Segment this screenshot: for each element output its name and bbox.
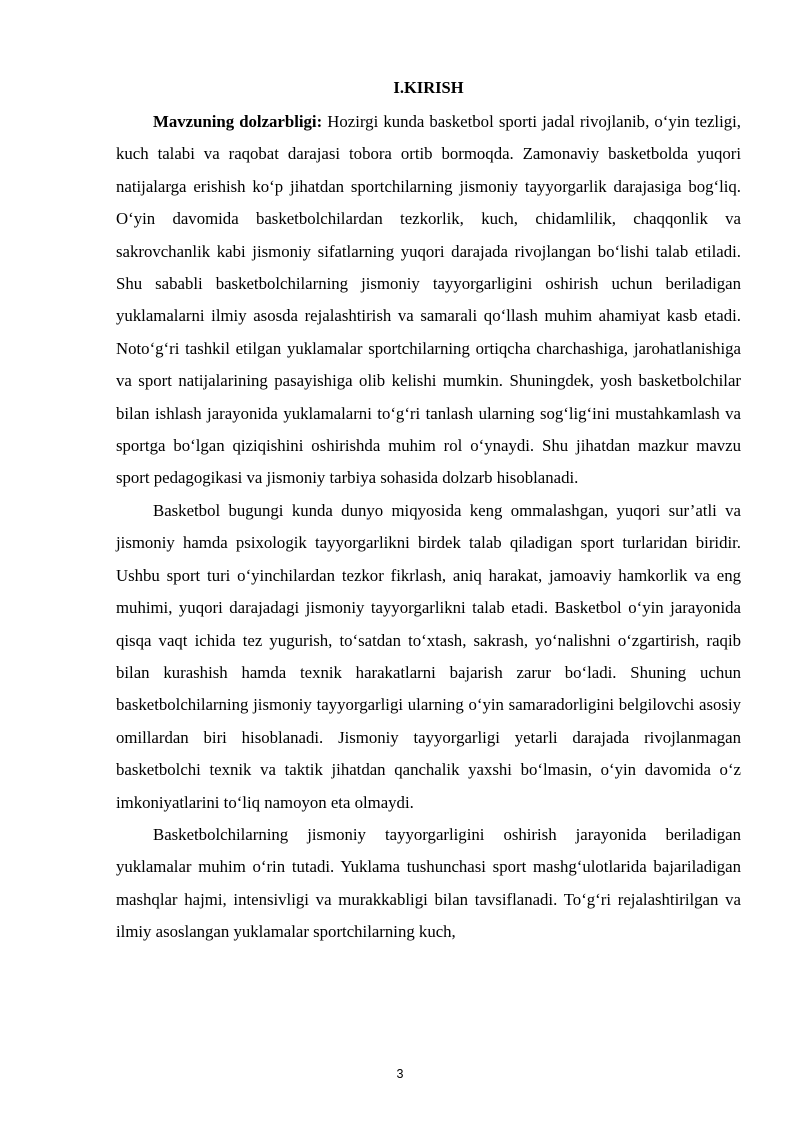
paragraph-text: Hozirgi kunda basketbol sporti jadal rivojlanib, o‘yin tezligi, kuch talabi va raqobat darajasi tobora ortib bormoqda. Zamonaviy basketbolda yuqori natijalarga erishish ko‘p jihatdan sportchilarning jismoniy tayyorgarlik darajasiga bog‘liq. O‘yin davomida basketbolchilardan tezkorlik, kuch, chidamlilik, chaqqonlik va sakrovchanlik kabi jismoniy sifatlarning yuqori darajada rivojlangan bo‘lishi talab etiladi. Shu sababli basketbolchilarning jismoniy tayyorgarligini oshirish uchun beriladigan yuklamalarni ilmiy asosda rejalashtirish va samarali qo‘llash muhim ahamiyat kasb etadi. Noto‘g‘ri tashkil etilgan yuklamalar sportchilarning ortiqcha charchashiga, jarohatlanishiga va sport natijalarining pasayishiga olib kelishi mumkin. Shuningdek, yosh basketbolchilar bilan ishlash jarayonida yuklamalarni to‘g‘ri tanlash ularning sog‘lig‘ini mustahkamlash va sportga bo‘lgan qiziqishini oshirishda muhim rol o‘ynaydi. Shu jihatdan mazkur mavzu sport pedagogikasi va jismoniy tarbiya sohasida dolzarb hisoblanadi. (116, 112, 741, 488)
page-number: 3 (396, 1067, 404, 1081)
paragraph-loads: Basketbolchilarning jismoniy tayyorgarligini oshirish jarayonida beriladigan yuklamalar muhim o‘rin tutadi. Yuklama tushunchasi sport mashg‘ulotlarida bajariladigan mashqlar hajmi, intensivligi va murakkabligi bilan tavsiflanadi. To‘g‘ri rejalashtirilgan va ilmiy asoslangan yuklamalar sportchilarning kuch, (116, 824, 741, 942)
section-title: I.KIRISH (393, 78, 464, 97)
body-text (116, 106, 741, 949)
paragraph-relevance (116, 106, 741, 495)
paragraph-lead: Mavzuning dolzarbligi: (153, 112, 323, 131)
paragraph-basketball: Basketbol bugungi kunda dunyo miqyosida keng ommalashgan, yuqori sur’atli va jismoniy hamda psixologik tayyorgarlikni birdek talab qiladigan sport turlaridan biridir. Ushbu sport turi o‘yinchilardan tezkor fikrlash, aniq harakat, jamoaviy hamkorlik va eng muhimi, yuqori darajadagi jismoniy tayyorgarlikni talab etadi. Basketbol o‘yin jarayonida qisqa vaqt ichida tez yugurish, to‘satdan to‘xtash, sakrash, yo‘nalishni o‘zgartirish, raqib bilan kurashish hamda texnik harakatlarni bajarish zarur bo‘ladi. Shuning uchun basketbolchilarning jismoniy tayyorgarligi ularning o‘yin samaradorligini belgilovchi asosiy omillardan biri hisoblanadi. Jismoniy tayyorgarligi yetarli darajada rivojlanmagan basketbolchi texnik va taktik jihatdan qanchalik yaxshi bo‘lmasin, o‘yin davomida o‘z imkoniyatlarini to‘liq namoyon eta olmaydi. (116, 500, 741, 812)
